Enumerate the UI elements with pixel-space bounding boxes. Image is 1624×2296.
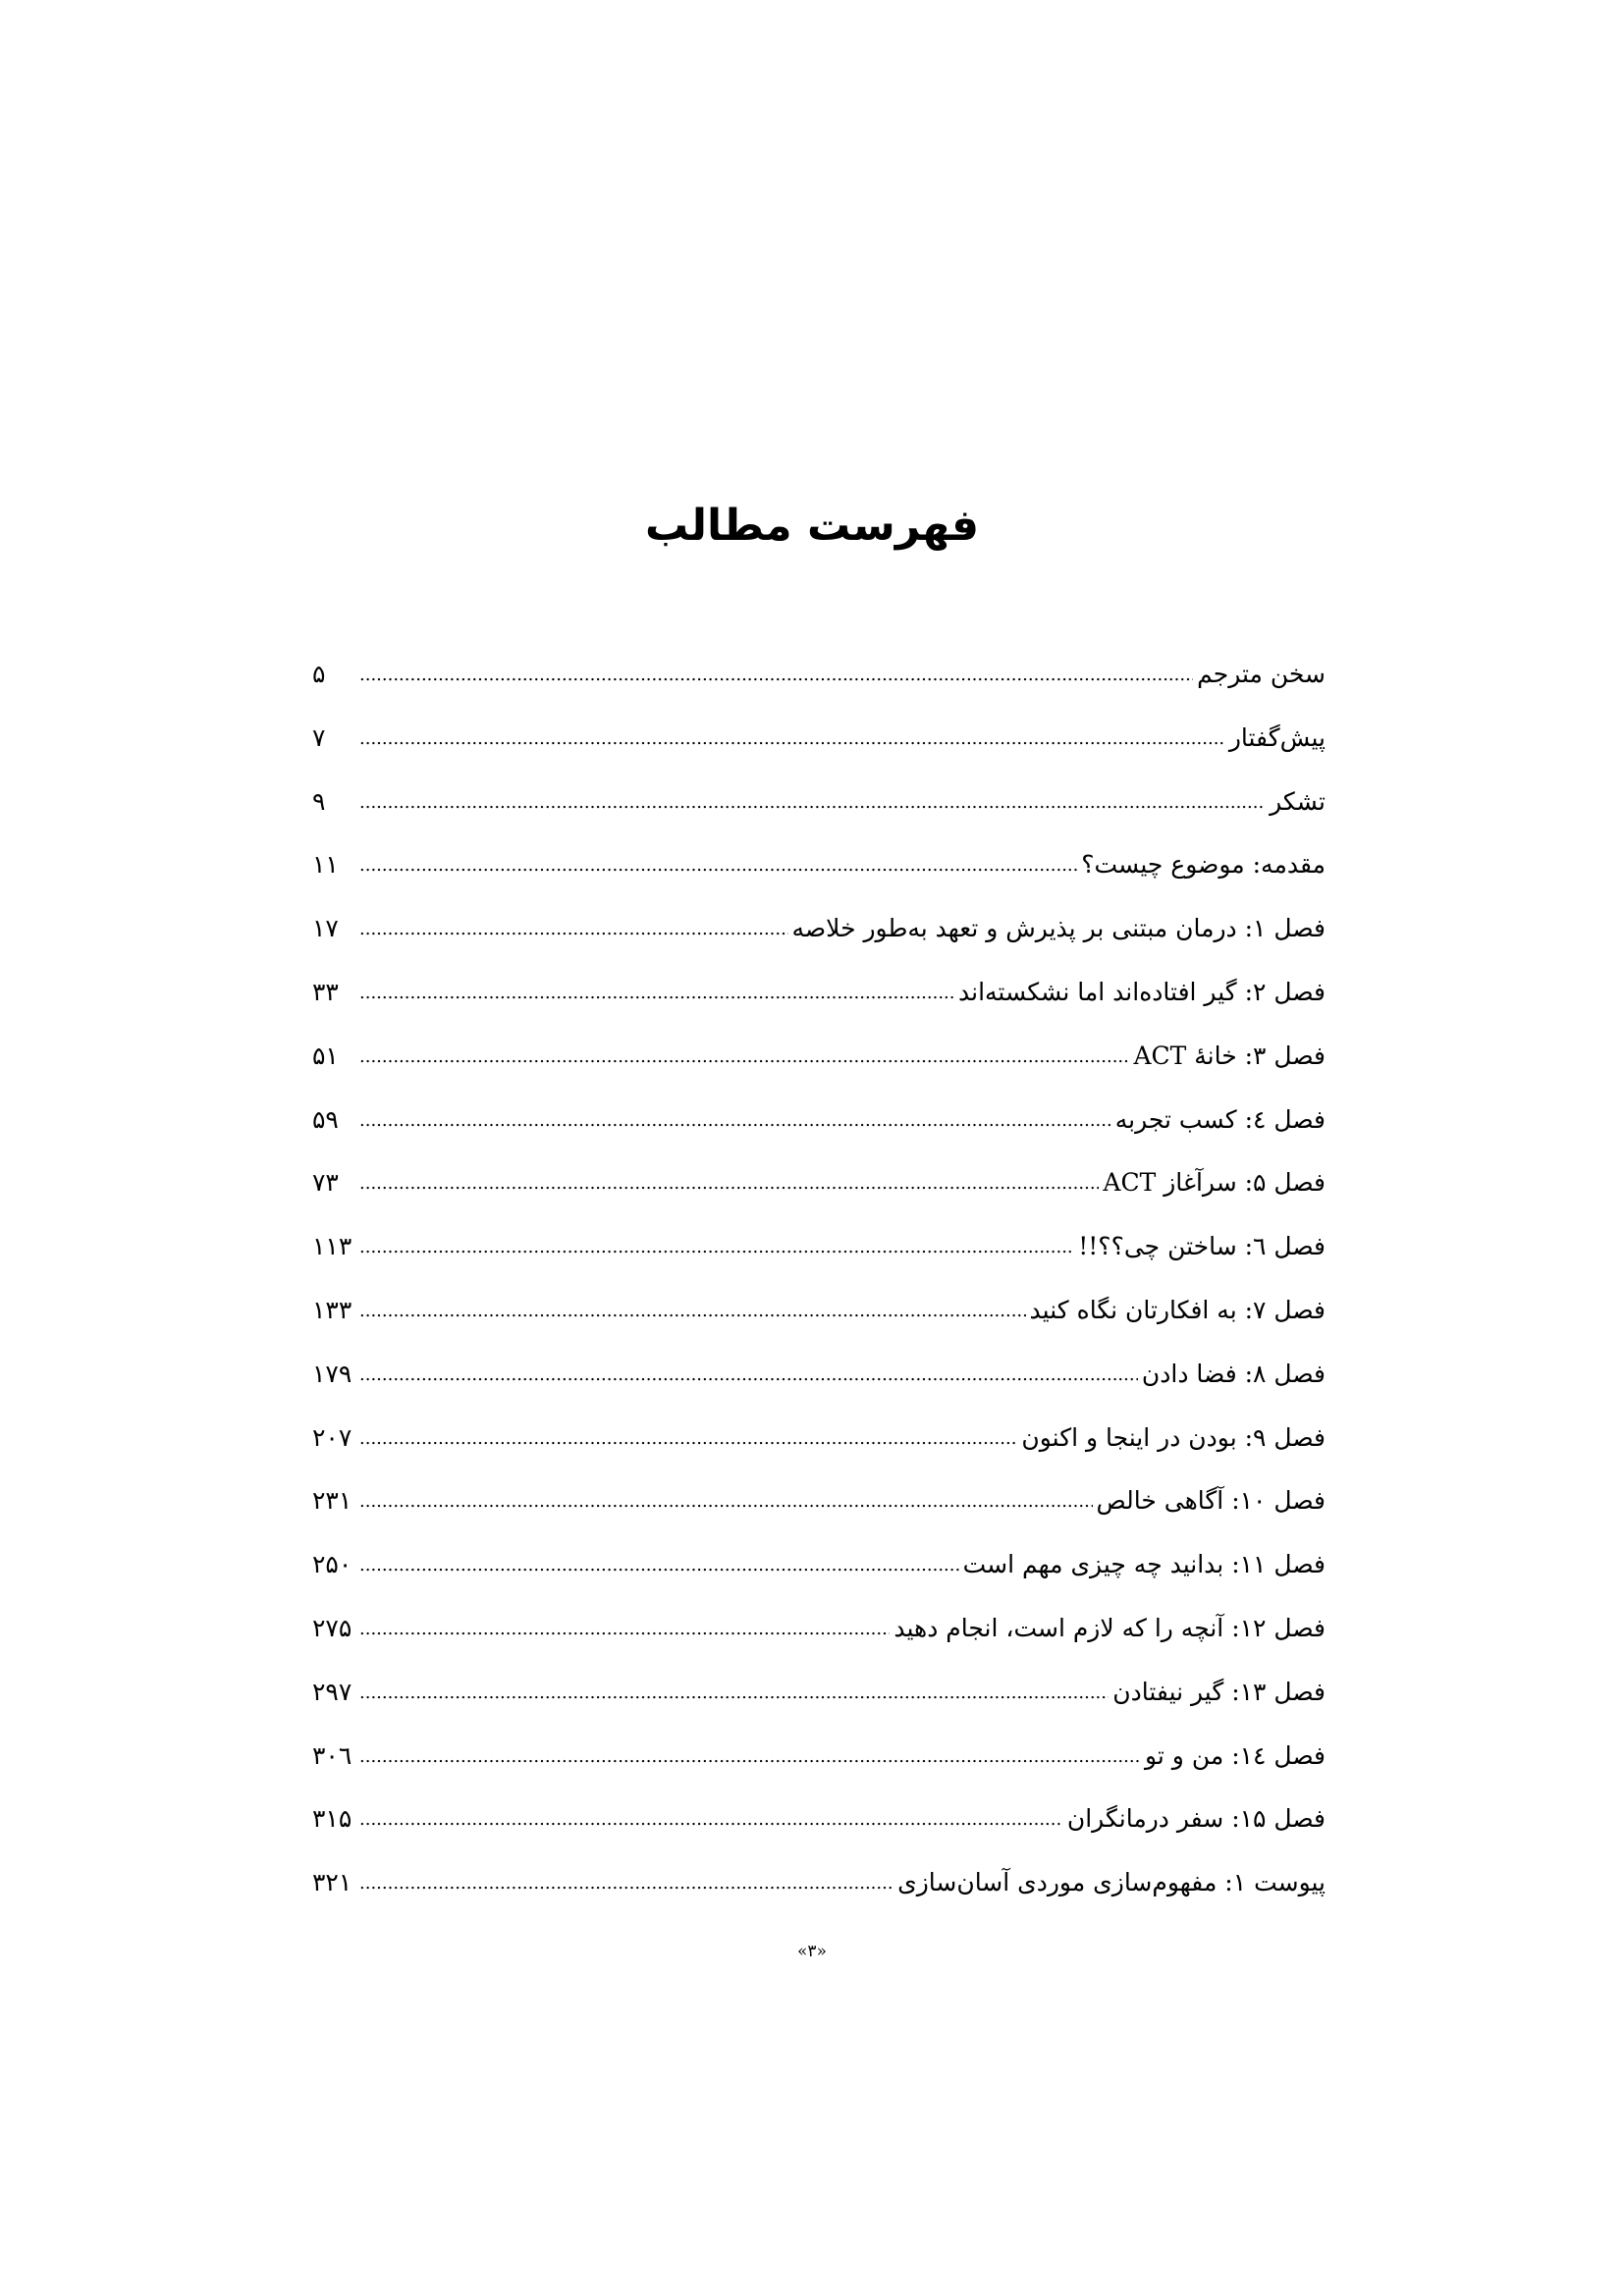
toc-leader-dots: [359, 1493, 1093, 1511]
toc-leader-dots: [359, 1303, 1026, 1320]
toc-entry: [312, 787, 1326, 851]
toc-entry: [312, 1868, 1326, 1932]
toc-entry-page: ۳۰٦: [312, 1740, 352, 1770]
toc-leader-dots: [359, 730, 1225, 748]
toc-entry: [312, 1296, 1326, 1360]
page-number: «۳»: [797, 1942, 827, 1961]
toc-entry: [312, 1423, 1326, 1487]
toc-entry: [312, 660, 1326, 723]
toc-entry-label: فصل ۱۲: آنچه را که لازم است، انجام دهید: [893, 1613, 1326, 1642]
toc-entry-page: ۱۷: [312, 914, 339, 943]
toc-entry: [312, 914, 1326, 978]
toc-entry-label: فصل ۳: خانهٔ ACT: [1133, 1041, 1326, 1070]
toc-entry-page: ۵۹: [312, 1104, 339, 1134]
toc-entry-label: پیوست ۱: مفهوم‌سازی موردی آسان‌سازی: [897, 1868, 1326, 1897]
toc-leader-dots: [359, 1621, 890, 1638]
toc-leader-dots: [359, 1175, 1099, 1193]
table-of-contents: [312, 660, 1326, 1932]
toc-leader-dots: [359, 1112, 1111, 1130]
toc-entry-page: ۲۰۷: [312, 1422, 352, 1452]
toc-leader-dots: [359, 667, 1193, 684]
toc-entry-page: ۵۱: [312, 1041, 339, 1070]
toc-entry-label: فصل ۱۳: گیر نیفتادن: [1112, 1677, 1326, 1706]
toc-leader-dots: [359, 1811, 1063, 1829]
toc-entry-page: ۲۹۷: [312, 1677, 352, 1706]
toc-entry-page: ۹: [312, 786, 326, 816]
toc-entry-page: ۳۱۵: [312, 1804, 352, 1834]
toc-leader-dots: [359, 1875, 893, 1893]
toc-entry-label: فصل ۱۱: بدانید چه چیزی مهم است: [962, 1550, 1326, 1579]
toc-entry: [312, 1550, 1326, 1614]
toc-entry-label: فصل ٤: کسب تجربه: [1114, 1104, 1326, 1134]
toc-entry-label: سخن مترجم: [1197, 660, 1326, 688]
toc-entry: [312, 1804, 1326, 1868]
toc-entry-page: ۱۷۹: [312, 1359, 352, 1388]
page-title: فهرست مطالب: [644, 501, 980, 551]
toc-entry-page: ۱۱: [312, 850, 339, 880]
toc-entry: [312, 1678, 1326, 1741]
toc-entry-page: ۱۳۳: [312, 1295, 352, 1324]
toc-leader-dots: [359, 1048, 1129, 1066]
toc-entry-page: ۳۳: [312, 977, 339, 1006]
toc-entry: [312, 850, 1326, 914]
toc-entry-page: ۲۷۵: [312, 1613, 352, 1642]
toc-entry-label: فصل ۱۰: آگاهی خالص: [1096, 1486, 1326, 1516]
toc-entry-label: فصل ۸: فضا دادن: [1141, 1359, 1326, 1388]
toc-entry-label: پیش‌گفتار: [1228, 722, 1326, 752]
toc-leader-dots: [359, 857, 1077, 875]
toc-entry-page: ۲۳۱: [312, 1486, 352, 1516]
toc-leader-dots: [359, 1748, 1141, 1766]
toc-leader-dots: [359, 985, 954, 1002]
toc-entry-label: مقدمه: موضوع چیست؟: [1081, 850, 1326, 880]
toc-leader-dots: [359, 1366, 1138, 1384]
toc-entry-page: ۷۳: [312, 1168, 339, 1198]
toc-entry-label: فصل ١٤: من و تو: [1144, 1740, 1326, 1770]
toc-entry: [312, 1041, 1326, 1105]
toc-entry-page: ۷: [312, 722, 326, 752]
toc-entry-label: فصل ۵: سرآغاز ACT: [1103, 1168, 1326, 1198]
toc-leader-dots: [359, 794, 1266, 812]
toc-entry: [312, 1614, 1326, 1678]
toc-leader-dots: [359, 1430, 1017, 1448]
toc-entry-page: ۱۱۳: [312, 1232, 352, 1261]
toc-entry: [312, 1486, 1326, 1550]
toc-entry-label: فصل ٦: ساختن چی؟؟!!: [1078, 1232, 1326, 1261]
toc-entry-page: ۲۵۰: [312, 1550, 352, 1579]
toc-leader-dots: [359, 1557, 959, 1575]
toc-entry-label: فصل ۲: گیر افتاده‌اند اما نشکسته‌اند: [957, 977, 1326, 1006]
toc-entry: [312, 1105, 1326, 1169]
toc-entry-label: فصل ۹: بودن در اینجا و اکنون: [1021, 1422, 1326, 1452]
toc-leader-dots: [359, 1684, 1109, 1702]
toc-leader-dots: [359, 1239, 1074, 1256]
toc-entry-label: فصل ۱۵: سفر درمانگران: [1066, 1804, 1326, 1834]
toc-leader-dots: [359, 921, 788, 938]
toc-entry: [312, 1168, 1326, 1232]
toc-entry: [312, 1232, 1326, 1296]
toc-entry-label: فصل ۷: به افکارتان نگاه کنید: [1029, 1295, 1326, 1324]
toc-entry: [312, 1360, 1326, 1423]
toc-entry: [312, 1741, 1326, 1805]
toc-entry-label: تشکر: [1270, 786, 1326, 816]
toc-entry: [312, 723, 1326, 787]
toc-entry-label: فصل ۱: درمان مبتنی بر پذیرش و تعهد به‌طور خلاصه: [791, 914, 1326, 943]
toc-entry: [312, 978, 1326, 1041]
toc-entry-page: ۳۲۱: [312, 1868, 352, 1897]
toc-entry-page: ۵: [312, 660, 326, 688]
